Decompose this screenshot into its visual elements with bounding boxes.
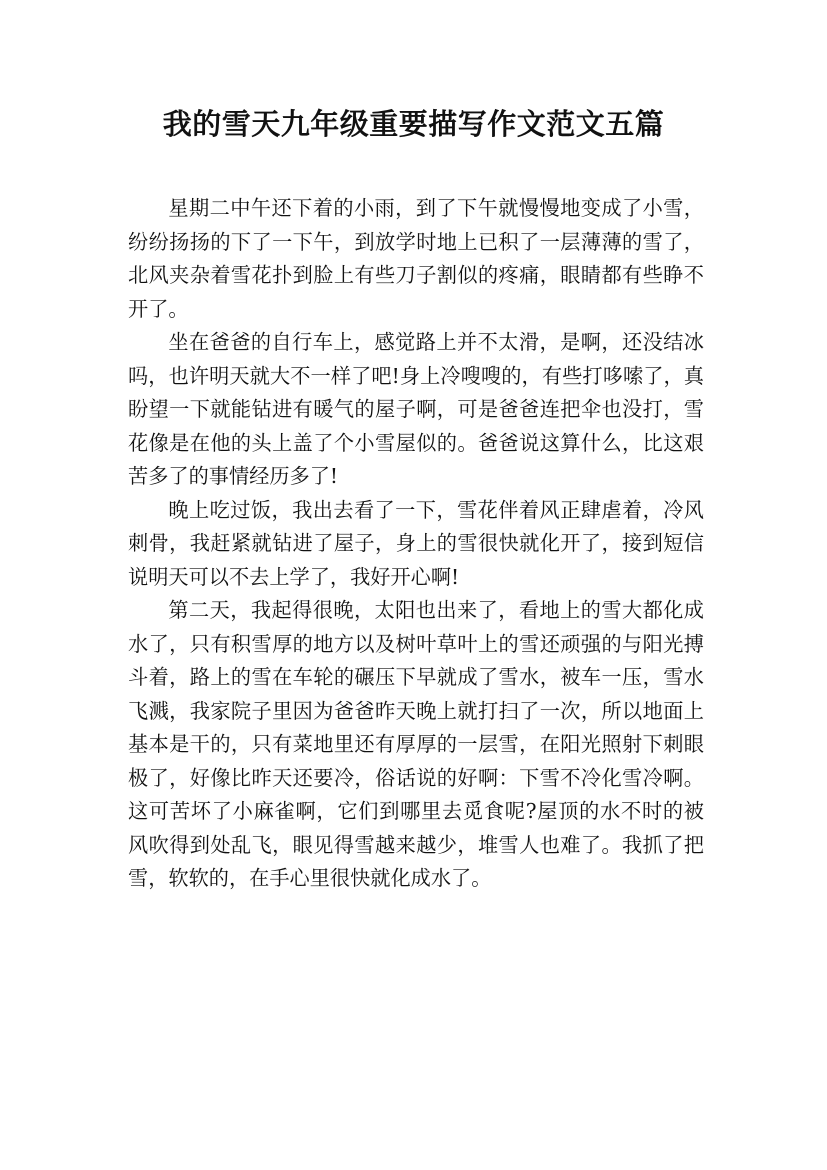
paragraph-3: 晚上吃过饭，我出去看了一下，雪花伴着风正肆虐着，冷风刺骨，我赶紧就钻进了屋子，身上的雪很快就化开了，接到短信说明天可以不去上学了，我好开心啊! [128, 497, 704, 589]
document-title: 我的雪天九年级重要描写作文范文五篇 [162, 107, 665, 141]
paragraph-1: 星期二中午还下着的小雨，到了下午就慢慢地变成了小雪，纷纷扬扬的下了一下午，到放学时地上已积了一层薄薄的雪了，北风夹杂着雪花扑到脸上有些刀子割似的疼痛，眼睛都有些睁不开了。 [128, 196, 704, 321]
document-body [128, 192, 704, 896]
paragraph-2: 坐在爸爸的自行车上，感觉路上并不太滑，是啊，还没结冰吗，也许明天就大不一样了吧!身上冷嗖嗖的，有些打哆嗦了，真盼望一下就能钻进有暖气的屋子啊，可是爸爸连把伞也没打，雪花像是在他的头上盖了个小雪屋似的。爸爸说这算什么，比这艰苦多了的事情经历多了! [128, 330, 704, 488]
paragraph-4: 第二天，我起得很晚，太阳也出来了，看地上的雪大都化成水了，只有积雪厚的地方以及树叶草叶上的雪还顽强的与阳光搏斗着，路上的雪在车轮的碾压下早就成了雪水，被车一压，雪水飞溅，我家院子里因为爸爸昨天晚上就打扫了一次，所以地面上基本是干的，只有菜地里还有厚厚的一层雪，在阳光照射下刺眼极了，好像比昨天还要冷，俗话说的好啊：下雪不冷化雪冷啊。这可苦坏了小麻雀啊，它们到哪里去觅食呢?屋顶的水不时的被风吹得到处乱飞，眼见得雪越来越少，堆雪人也难了。我抓了把雪，软软的，在手心里很快就化成水了。 [128, 598, 704, 890]
